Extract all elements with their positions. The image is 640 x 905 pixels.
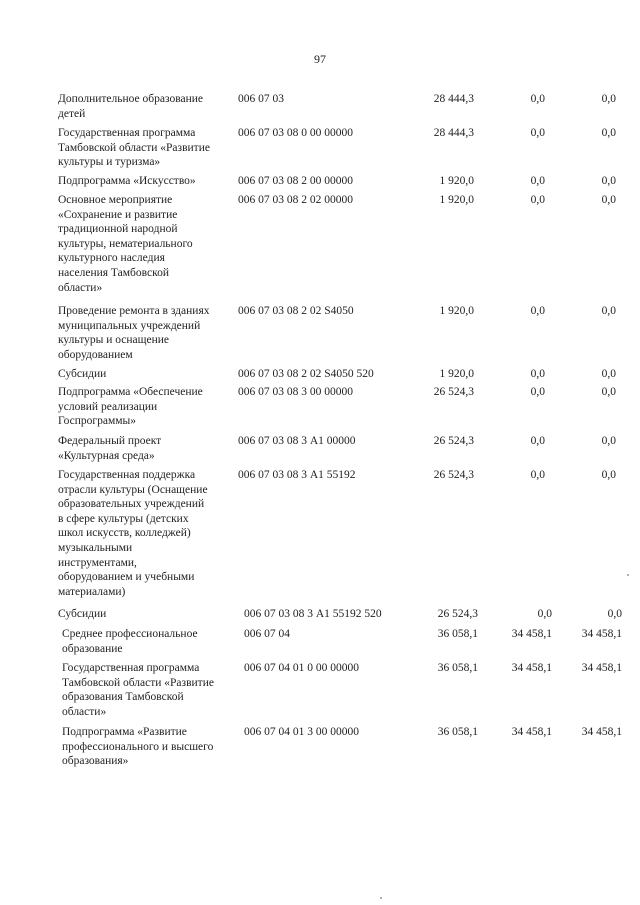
row-value-3: 0,0 [601, 194, 616, 206]
row-name: Среднее профессиональное образование [62, 628, 198, 655]
row-value-3: 0,0 [601, 127, 616, 139]
row-value-3: 0,0 [601, 93, 616, 105]
row-name: Государственная программа Тамбовской области «Развитие образования Тамбовской области» [62, 662, 214, 718]
row-code: 006 07 03 08 2 02 S4050 [238, 305, 354, 317]
row-code: 006 07 03 08 2 02 00000 [238, 194, 353, 206]
row-value-2: 0,0 [530, 386, 545, 398]
row-value-1: 36 058,1 [437, 726, 478, 738]
row-value-3: 0,0 [601, 305, 616, 317]
row-code: 006 07 04 [244, 628, 290, 640]
row-value-2: 0,0 [530, 435, 545, 447]
row-name: Основное мероприятие «Сохранение и развитие традиционной народной культуры, нематериального культурного наследия населения Тамбовской области» [58, 194, 193, 294]
row-name: Подпрограмма «Обеспечение условий реализации Госпрограммы» [58, 386, 203, 428]
row-value-3: 0,0 [601, 368, 616, 380]
row-value-2: 34 458,1 [511, 726, 552, 738]
row-value-1: 36 058,1 [437, 662, 478, 674]
row-name: Дополнительное образование детей [58, 93, 204, 120]
row-value-3: 0,0 [607, 608, 622, 620]
scan-speck [380, 897, 382, 899]
row-value-3: 34 458,1 [581, 726, 622, 738]
row-code: 006 07 03 08 3 А1 55192 [238, 469, 356, 481]
row-value-2: 0,0 [530, 194, 545, 206]
row-value-1: 26 524,3 [433, 435, 474, 447]
row-value-1: 28 444,3 [433, 93, 474, 105]
row-value-1: 26 524,3 [433, 469, 474, 481]
row-value-3: 34 458,1 [581, 662, 622, 674]
row-value-3: 0,0 [601, 175, 616, 187]
row-name: Субсидии [58, 608, 107, 620]
row-value-2: 0,0 [530, 175, 545, 187]
row-name: Подпрограмма «Искусство» [58, 175, 196, 187]
row-value-1: 1 920,0 [439, 175, 474, 187]
row-name: Субсидии [58, 368, 107, 380]
row-value-2: 0,0 [530, 305, 545, 317]
row-code: 006 07 03 08 0 00 00000 [238, 127, 353, 139]
row-value-2: 0,0 [530, 368, 545, 380]
page-number: 97 [314, 52, 326, 66]
row-name: Подпрограмма «Развитие профессионального и высшего образования» [62, 726, 214, 768]
row-value-2: 0,0 [530, 93, 545, 105]
row-name: Государственная поддержка отрасли культуры (Оснащение образовательных учреждений в сфере культуры (детских школ искусств, колледжей) музыкальными инструментами, оборудованием и учебными материалами) [58, 469, 208, 598]
row-name: Проведение ремонта в зданиях муниципальных учреждений культуры и оснащение оборудованием [58, 305, 210, 361]
row-code: 006 07 03 [238, 93, 284, 105]
row-value-1: 1 920,0 [439, 368, 474, 380]
row-code: 006 07 04 01 0 00 00000 [244, 662, 359, 674]
row-value-3: 34 458,1 [581, 628, 622, 640]
row-value-1: 36 058,1 [437, 628, 478, 640]
row-name: Федеральный проект «Культурная среда» [58, 435, 162, 462]
row-value-2: 34 458,1 [511, 628, 552, 640]
row-code: 006 07 04 01 3 00 00000 [244, 726, 359, 738]
scan-speck [627, 574, 629, 576]
row-value-2: 0,0 [530, 469, 545, 481]
row-code: 006 07 03 08 3 А1 00000 [238, 435, 356, 447]
row-value-2: 34 458,1 [511, 662, 552, 674]
row-value-1: 28 444,3 [433, 127, 474, 139]
row-value-3: 0,0 [601, 435, 616, 447]
row-code: 006 07 03 08 2 00 00000 [238, 175, 353, 187]
row-name: Государственная программа Тамбовской области «Развитие культуры и туризма» [58, 127, 210, 169]
row-value-2: 0,0 [537, 608, 552, 620]
row-value-3: 0,0 [601, 469, 616, 481]
row-code: 006 07 03 08 3 00 00000 [238, 386, 353, 398]
row-code: 006 07 03 08 3 А1 55192 520 [244, 608, 382, 620]
row-value-1: 26 524,3 [437, 608, 478, 620]
row-value-1: 1 920,0 [439, 194, 474, 206]
row-value-3: 0,0 [601, 386, 616, 398]
row-code: 006 07 03 08 2 02 S4050 520 [238, 368, 374, 380]
row-value-2: 0,0 [530, 127, 545, 139]
row-value-1: 26 524,3 [433, 386, 474, 398]
row-value-1: 1 920,0 [439, 305, 474, 317]
